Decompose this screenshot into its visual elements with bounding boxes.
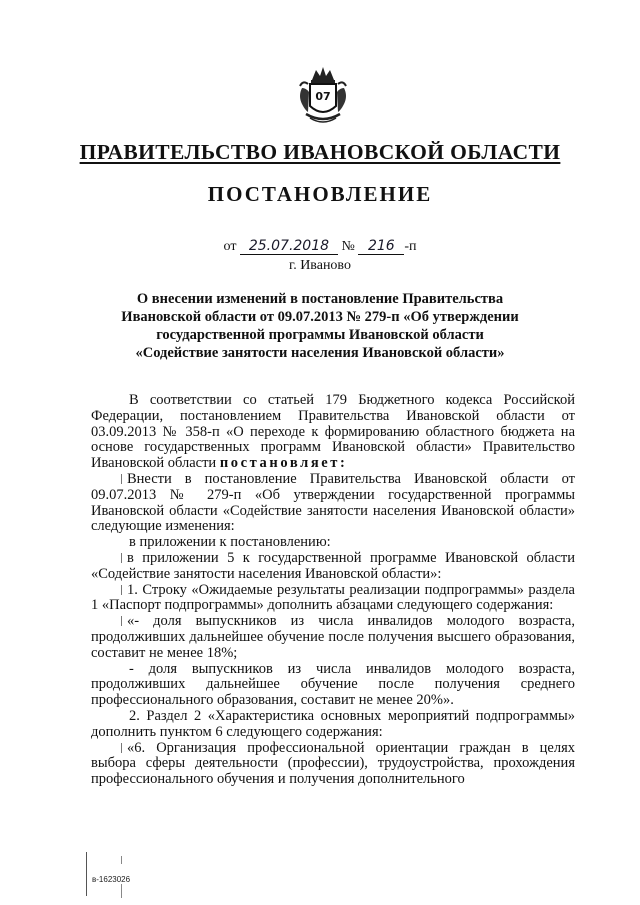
paragraph-amend: Внести в постановление Правительства Ивановской области от 09.07.2013 № 279-п «Об утверждении государственной программы Ивановской области «Содействие занятости населения Ивановской области» следующие изменения: (91, 470, 575, 535)
paragraph-item-6: «6. Организация профессиональной ориентации граждан в целях выбора сферы деятельности (профессии), трудоустройства, прохождения профессионального обучения и получения дополнительного (91, 739, 575, 788)
svg-text:07: 07 (315, 90, 331, 103)
margin-line (86, 852, 87, 896)
decree-word: постановляет: (219, 455, 348, 472)
number-sign: № (341, 239, 355, 254)
document-number: 216 (358, 238, 404, 255)
paragraph-item-2: 2. Раздел 2 «Характеристика основных мероприятий подпрограммы» дополнить пунктом 6 следующего содержания: (91, 707, 575, 740)
paragraph-item-1: 1. Строку «Ожидаемые результаты реализации подпрограммы» раздела 1 «Паспорт подпрограммы» дополнить абзацами следующего содержания: (91, 581, 575, 614)
document-code: в-1623026 (92, 875, 131, 884)
paragraph-preamble (91, 393, 575, 472)
date-number-line (0, 238, 640, 255)
government-title: ПРАВИТЕЛЬСТВО ИВАНОВСКОЙ ОБЛАСТИ (79, 140, 561, 164)
subject-line: Ивановской области от 09.07.2013 № 279-п «Об утверждении (121, 309, 519, 325)
preamble-text: В соответствии со статьей 179 Бюджетного кодекса Российской Федерации, постановлением Правительства Ивановской области от 03.09.2013 № 358-п «О переходе к формированию областного бюджета на основе государственных программ Ивановской области» Правительство Ивановской области (91, 392, 575, 472)
subject-line: О внесении изменений в постановление Правительства (136, 291, 504, 307)
city: г. Иваново (289, 258, 351, 273)
paragraph-indicator-higher: «- доля выпускников из числа инвалидов молодого возраста, продолживших дальнейшее обучение после получения высшего образования, составит не менее 18%; (91, 613, 575, 661)
number-suffix: -п (404, 239, 417, 254)
date-prefix: от (223, 239, 237, 254)
subject-line: «Содействие занятости населения Ивановской области» (135, 345, 505, 361)
document-type: ПОСТАНОВЛЕНИЕ (207, 182, 433, 206)
subject-line: государственной программы Ивановской области (156, 327, 484, 343)
paragraph-appendix-5: в приложении 5 к государственной программе Ивановской области «Содействие занятости населения Ивановской области»: (91, 549, 575, 582)
ivanovo-coat-of-arms-icon (296, 62, 350, 128)
paragraph-appendix: в приложении к постановлению: (129, 534, 331, 551)
margin-mark (121, 884, 122, 898)
document-subject (100, 290, 540, 362)
paragraph-indicator-secondary: - доля выпускников из числа инвалидов молодого возраста, продолживших дальнейшее обучение после получения среднего профессионального образования, составит не менее 20%». (91, 660, 575, 709)
margin-mark (121, 856, 122, 864)
document-body (91, 393, 575, 788)
document-date: 25.07.2018 (240, 238, 338, 255)
